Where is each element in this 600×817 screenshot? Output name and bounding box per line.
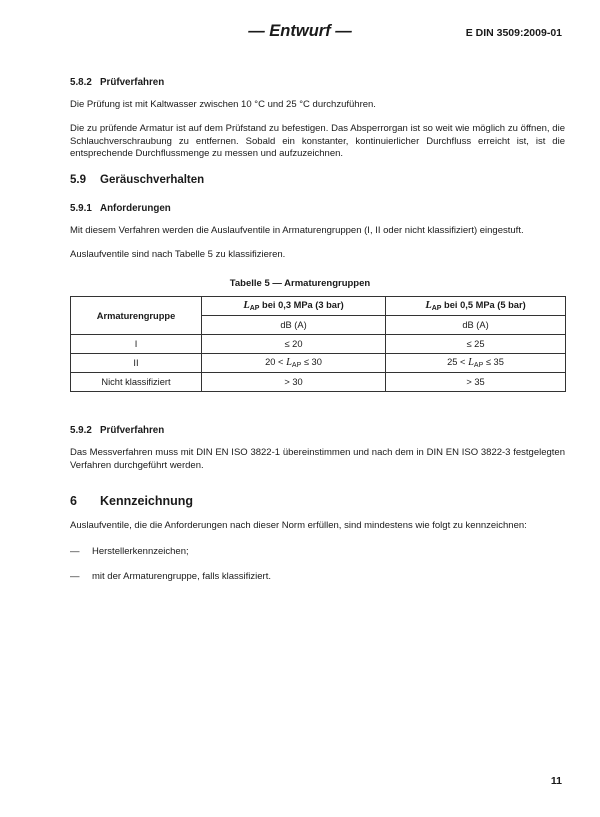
table-caption: Tabelle 5 — Armaturengruppen xyxy=(229,278,371,289)
column-header-0-3mpa: $L_{AP}$ bei 0,3 MPa (3 bar) xyxy=(202,297,386,316)
value-cell: $25 < L_{AP} \le 35$ xyxy=(386,354,566,373)
heading-6 xyxy=(70,494,193,508)
page-number: 11 xyxy=(550,775,562,787)
dash-bullet: — xyxy=(70,571,80,582)
section-number: 5.9.1 xyxy=(70,203,92,214)
section-title: Prüfverfahren xyxy=(100,425,165,436)
paragraph-test-procedure: Die zu prüfende Armatur ist auf dem Prüfstand zu befestigen. Das Absperrorgan ist so weit wie möglich zu öffnen, die Schlauchverschraubung zu entfernen. Sobald ein konstanter, kontinuierlicher Durchfluss erreicht ist, ist die entsprechende Durchflussmenge zu messen und aufzuzeichnen. xyxy=(70,123,565,159)
value-cell: ≤ 20 xyxy=(202,335,386,354)
section-number: 5.8.2 xyxy=(70,77,92,88)
value-cell: $20 < L_{AP} \le 30$ xyxy=(202,354,386,373)
section-number: 5.9 xyxy=(70,174,86,186)
section-number: 6 xyxy=(70,494,77,508)
table-row xyxy=(71,354,566,373)
section-title: Kennzeichnung xyxy=(100,494,194,508)
heading-5-8-2 xyxy=(70,77,164,88)
value-cell: > 35 xyxy=(386,373,566,392)
group-cell: Nicht klassifiziert xyxy=(71,373,202,392)
paragraph-table-reference: Auslaufventile sind nach Tabelle 5 zu klassifizieren. xyxy=(70,249,286,260)
value-cell: ≤ 25 xyxy=(386,335,566,354)
table-row xyxy=(71,373,566,392)
table-armaturengruppen xyxy=(70,296,566,392)
table-row xyxy=(71,335,566,354)
group-cell: II xyxy=(71,354,202,373)
dash-bullet: — xyxy=(70,546,80,557)
unit-cell: dB (A) xyxy=(386,316,566,335)
group-cell: I xyxy=(71,335,202,354)
section-title: Anforderungen xyxy=(100,203,171,214)
heading-5-9-2 xyxy=(70,425,164,436)
unit-cell: dB (A) xyxy=(202,316,386,335)
column-header-0-5mpa: $L_{AP}$ bei 0,5 MPa (5 bar) xyxy=(386,297,566,316)
heading-5-9 xyxy=(70,174,204,186)
value-cell: > 30 xyxy=(202,373,386,392)
section-title: Prüfverfahren xyxy=(100,77,165,88)
section-number: 5.9.2 xyxy=(70,425,92,436)
paragraph-test-temperature: Die Prüfung ist mit Kaltwasser zwischen 10 °C und 25 °C durchzuführen. xyxy=(70,99,376,110)
paragraph-marking: Auslaufventile, die die Anforderungen nach dieser Norm erfüllen, sind mindestens wie folgt zu kennzeichnen: xyxy=(70,520,527,531)
section-title: Geräuschverhalten xyxy=(100,174,205,186)
heading-5-9-1 xyxy=(70,203,171,214)
list-item: — Herstellerkennzeichen; xyxy=(70,546,189,557)
list-item: — mit der Armaturengruppe, falls klassifiziert. xyxy=(70,571,271,582)
paragraph-measurement-method: Das Messverfahren muss mit DIN EN ISO 3822-1 übereinstimmen und nach dem in DIN EN ISO 3822-3 festgelegten Verfahren durchgeführt werden. xyxy=(70,447,565,471)
draft-header: — Entwurf — xyxy=(248,22,352,40)
document-id: E DIN 3509:2009-01 xyxy=(465,27,562,39)
column-header-group: Armaturengruppe xyxy=(71,297,202,335)
paragraph-classification: Mit diesem Verfahren werden die Auslaufventile in Armaturengruppen (I, II oder nicht klassifiziert) eingestuft. xyxy=(70,225,524,236)
